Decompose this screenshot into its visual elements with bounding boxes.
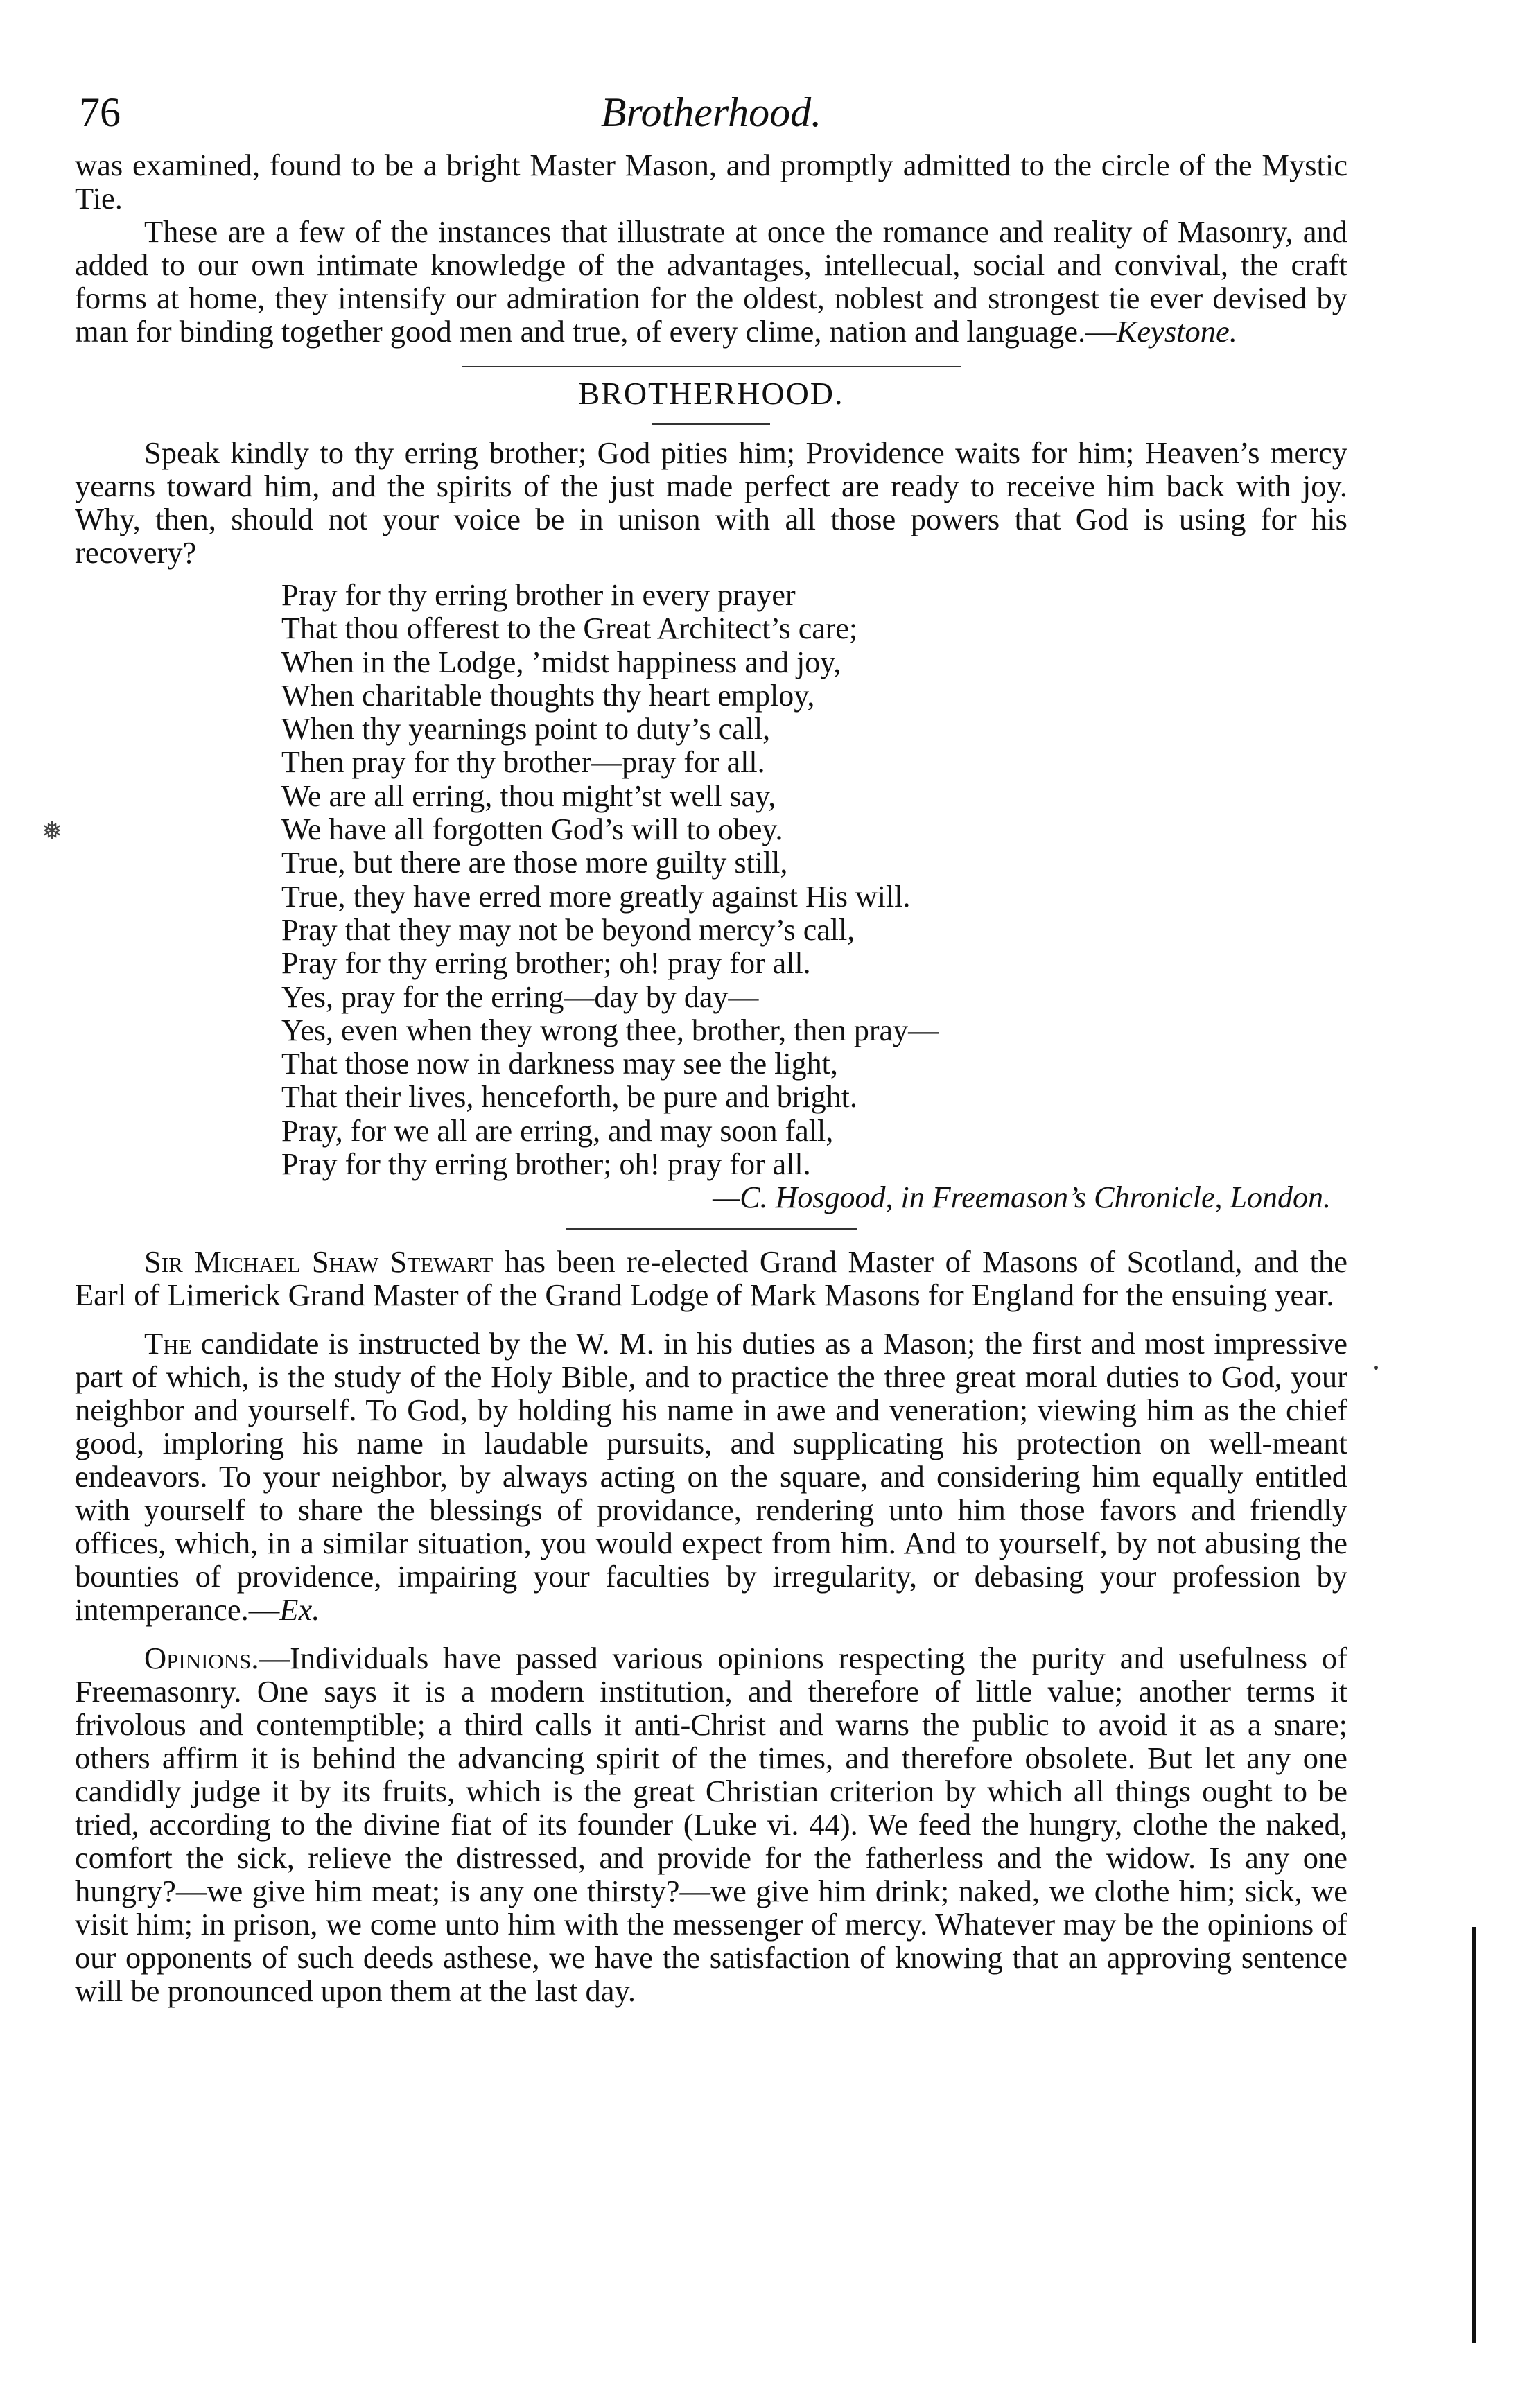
notice-text: has been re-elected Grand Master of Masons of Scotland, and the Earl of Limerick Grand Master of the Grand Lodge of Mark Masons for England for the ensuing year. <box>75 1244 1347 1313</box>
section-divider <box>462 366 961 367</box>
romance-paragraph-text: These are a few of the instances that illustrate at once the romance and reality of Masonry, and added to our own intimate knowledge of the advantages, intellecual, social and convival, the craft forms at home, they intensify our admiration for the oldest, noblest and strongest tie ever devised by man for binding together good men and true, of every clime, nation and language.— <box>75 214 1347 349</box>
poem-line: That their lives, henceforth, be pure and bright. <box>281 1080 857 1115</box>
poem-line: Then pray for thy brother—pray for all. <box>281 745 765 780</box>
candidate-text: candidate is instructed by the W. M. in his duties as a Mason; the first and most impressive part of which, is the study of the Holy Bible, and to practice the three great moral duties to God, your neighbor and yourself. To God, by holding his name in awe and veneration; viewing him as the chief good, imploring his name in laudable pursuits, and supplicating his protection on well-meant endeavors. To your neighbor, by always acting on the square, and considering him equally entitled with yourself to share the blessings of providance, rendering unto him those favors and friendly offices, which, in a similar situation, you would expect from him. And to yourself, by not abusing the bounties of providence, impairing your faculties by irregularity, or debasing your profession by intemperance.— <box>75 1326 1347 1628</box>
poem-line: Pray that they may not be beyond mercy’s call, <box>281 912 855 947</box>
notice-lead: Sir Michael Shaw Stewart <box>144 1244 494 1280</box>
poem-line: True, they have erred more greatly against His will. <box>281 879 911 914</box>
running-title: Brotherhood. <box>600 89 822 135</box>
grand-master-notice <box>75 1245 1347 1311</box>
poem-line: When thy yearnings point to duty’s call, <box>281 712 771 747</box>
page-header <box>75 76 1347 148</box>
poem-line: Yes, pray for the erring—day by day— <box>281 979 759 1014</box>
poem-line: We have all forgotten God’s will to obey. <box>281 812 783 847</box>
opinions-text: —Individuals have passed various opinions respecting the purity and usefulness of Freemasonry. One says it is a modern institution, and therefore of little value; another terms it frivolous and contemptible; a third calls it anti-Christ and warns the public to avoid it as a snare; others affirm it is behind the advancing spirit of the times, and therefore obsolete. But let any one candidly judge it by its fruits, which is the great Christian criterion by which all things ought to be tried, according to the divine fiat of its founder (Luke vi. 44). We feed the hungry, clothe the naked, comfort the sick, relieve the distressed, and provide for the fatherless and the widow. Is any one hungry?—we give him meat; is any one thirsty?—we give him drink; naked, we clothe him; sick, we visit him; in prison, we come unto him with the messenger of mercy. Whatever may be the opinions of our opponents of such deeds asthese, we have the satisfaction of knowing that an approving sentence will be pronounced upon them at the last day. <box>75 1641 1347 2009</box>
poem <box>281 579 1347 1181</box>
page <box>75 76 1347 2007</box>
poem-line: Pray for thy erring brother; oh! pray for all. <box>281 946 811 981</box>
romance-paragraph-source: Keystone. <box>1116 314 1237 349</box>
poem-line: When in the Lodge, ’midst happiness and joy, <box>281 645 841 679</box>
margin-speck <box>1374 1366 1378 1370</box>
printer-ornament: ❅ <box>42 817 63 845</box>
brotherhood-intro: Speak kindly to thy erring brother; God pities him; Providence waits for him; Heaven’s mercy yearns toward him, and the spirits of the just made perfect are ready to receive him back with joy. Why, then, should not your voice be in unison with all those powers that God is using for his recovery? <box>75 435 1347 570</box>
opinions-lead: Opinions. <box>144 1641 259 1676</box>
poem-line: When charitable thoughts thy heart employ, <box>281 678 815 713</box>
poem-line: Yes, even when they wrong thee, brother, then pray— <box>281 1013 939 1047</box>
poem-line: Pray for thy erring brother; oh! pray for all. <box>281 1147 811 1182</box>
poem-line: That those now in darkness may see the light, <box>281 1047 838 1081</box>
poem-attribution: —C. Hosgood, in Freemason’s Chronicle, London. <box>713 1180 1331 1215</box>
page-number: 76 <box>79 89 121 135</box>
candidate-source: Ex. <box>279 1592 320 1628</box>
opinions-paragraph <box>75 1641 1347 2007</box>
continued-paragraph: was examined, found to be a bright Master Mason, and promptly admitted to the circle of the Mystic Tie. <box>75 148 1347 216</box>
poem-line: We are all erring, thou might’st well say, <box>281 778 776 813</box>
poem-line: True, but there are those more guilty still, <box>281 846 788 880</box>
binding-edge-bar <box>1472 1927 1476 2343</box>
candidate-lead: The <box>144 1326 192 1361</box>
poem-line: Pray, for we all are erring, and may soon fall, <box>281 1113 834 1148</box>
poem-line: Pray for thy erring brother in every prayer <box>281 578 796 612</box>
candidate-paragraph <box>75 1327 1347 1626</box>
romance-paragraph <box>75 215 1347 348</box>
section-title: BROTHERHOOD. <box>578 376 844 411</box>
poem-line: That thou offerest to the Great Architect’s care; <box>281 611 858 646</box>
